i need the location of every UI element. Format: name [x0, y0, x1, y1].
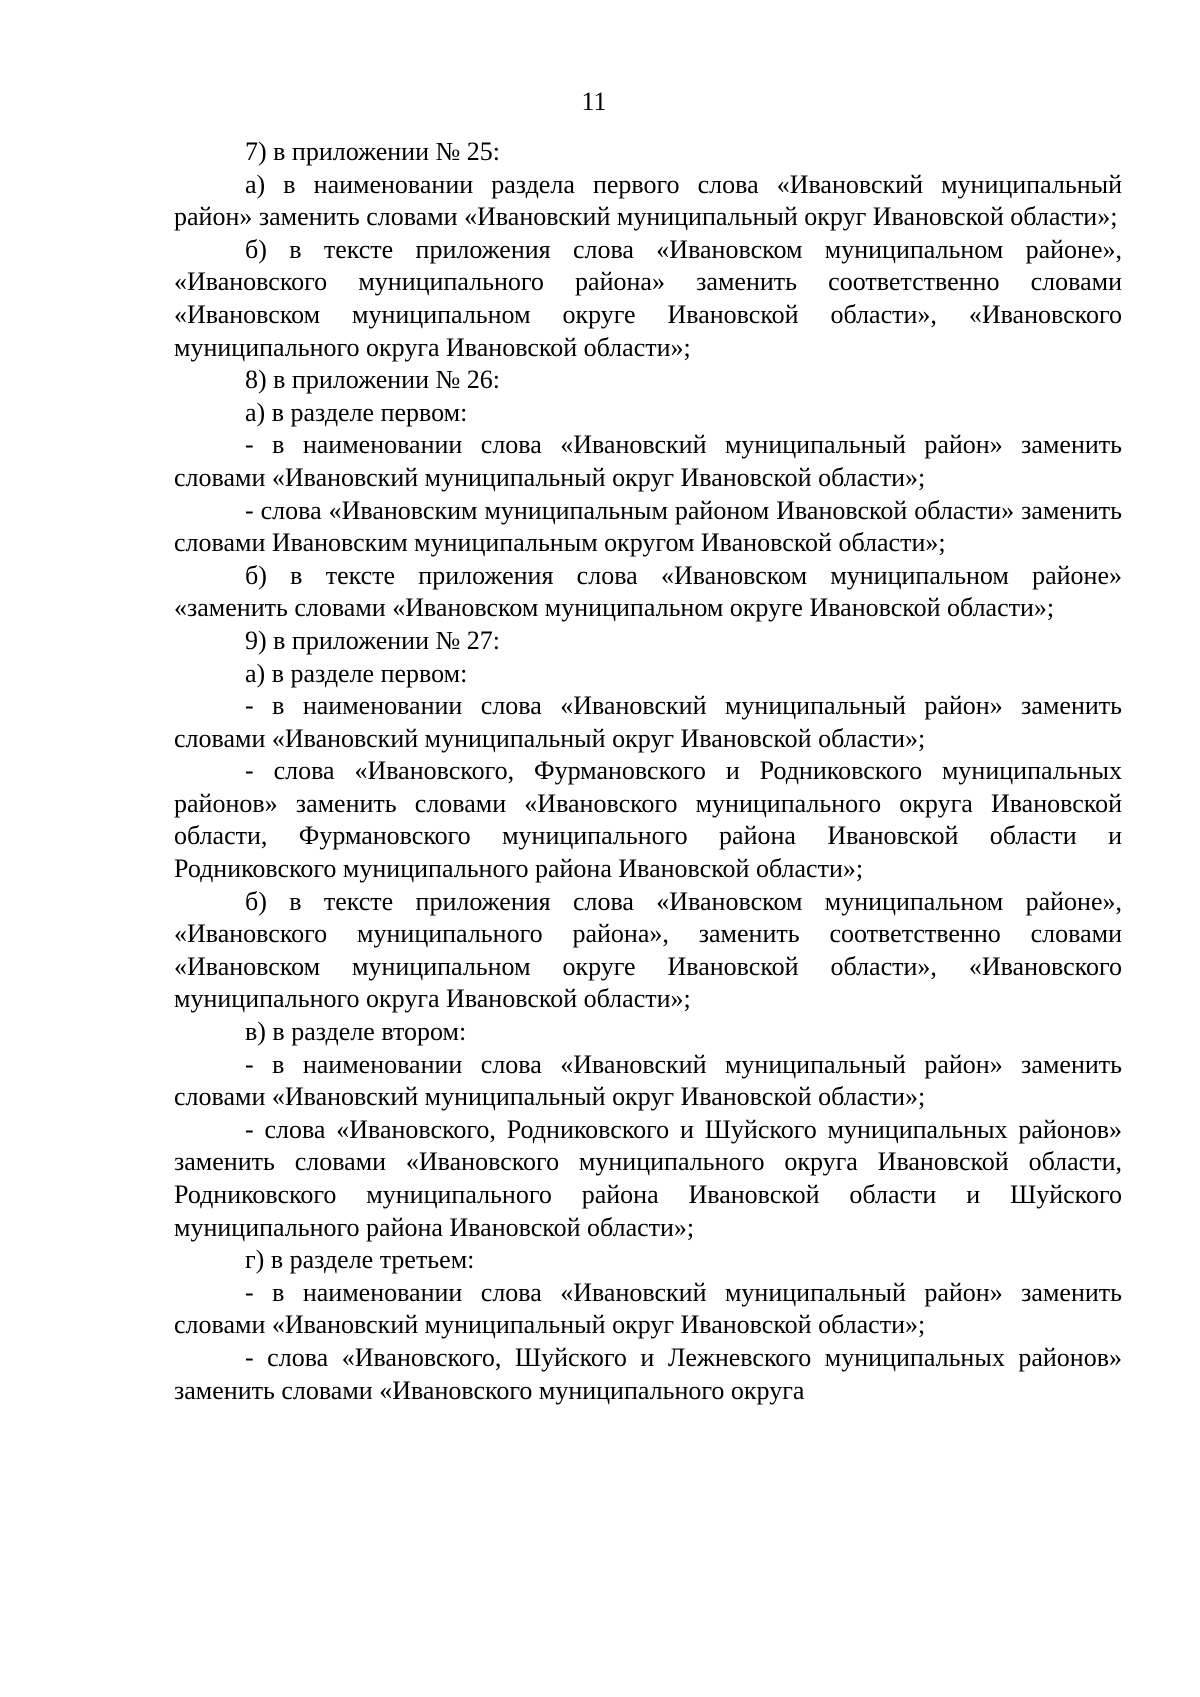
- document-body: [174, 136, 1122, 1407]
- paragraph: в) в разделе втором:: [245, 1017, 467, 1047]
- paragraph: - в наименовании слова «Ивановский муниципальный район» заменить словами «Ивановский муниципальный округ Ивановской области»;: [174, 1277, 1122, 1340]
- paragraph: - слова «Ивановского, Фурмановского и Родниковского муниципальных районов» заменить словами «Ивановского муниципального округа Ивановской области, Фурмановского муниципального района Ивановской области и Родниковского муниципального района Ивановской области»;: [174, 756, 1122, 884]
- paragraph: 8) в приложении № 26:: [245, 365, 501, 395]
- page-number: 11: [581, 87, 607, 116]
- paragraph: а) в наименовании раздела первого слова «Ивановский муниципальный район» заменить словами «Ивановский муниципальный округ Ивановской области»;: [174, 169, 1122, 232]
- paragraph: 7) в приложении № 25:: [245, 137, 501, 166]
- paragraph: б) в тексте приложения слова «Ивановском муниципальном районе» «заменить словами «Ивановском муниципальном округе Ивановской области»;: [174, 560, 1122, 623]
- paragraph: - в наименовании слова «Ивановский муниципальный район» заменить словами «Ивановский муниципальный округ Ивановской области»;: [174, 691, 1122, 753]
- paragraph: а) в разделе первом:: [245, 397, 468, 427]
- paragraph: - слова «Ивановским муниципальным районом Ивановской области» заменить словами Ивановским муниципальным округом Ивановской области»;: [174, 495, 1122, 558]
- paragraph: а) в разделе первом:: [245, 658, 468, 688]
- paragraph: - слова «Ивановского, Шуйского и Лежневского муниципальных районов» заменить словами «Ивановского муниципального округа: [174, 1342, 1122, 1405]
- paragraph: 9) в приложении № 27:: [245, 625, 501, 655]
- paragraph: - в наименовании слова «Ивановский муниципальный район» заменить словами «Ивановский муниципальный округ Ивановской области»;: [174, 430, 1122, 492]
- paragraph: б) в тексте приложения слова «Ивановском муниципальном районе», «Ивановского муниципального района», заменить соответственно словами «Ивановском муниципальном округе Ивановской области», «Ивановского муниципального округа Ивановской области»;: [174, 886, 1122, 1014]
- paragraph: г) в разделе третьем:: [245, 1245, 475, 1275]
- paragraph: - в наименовании слова «Ивановский муниципальный район» заменить словами «Ивановский муниципальный округ Ивановской области»;: [174, 1049, 1122, 1112]
- paragraph: - слова «Ивановского, Родниковского и Шуйского муниципальных районов» заменить словами «Ивановского муниципального округа Ивановской области, Родниковского муниципального района Ивановской области и Шуйского муниципального района Ивановской области»;: [174, 1114, 1122, 1242]
- paragraph: б) в тексте приложения слова «Ивановском муниципальном районе», «Ивановского муниципального района» заменить соответственно словами «Ивановском муниципальном округе Ивановской области», «Ивановского муниципального округа Ивановской области»;: [174, 234, 1122, 362]
